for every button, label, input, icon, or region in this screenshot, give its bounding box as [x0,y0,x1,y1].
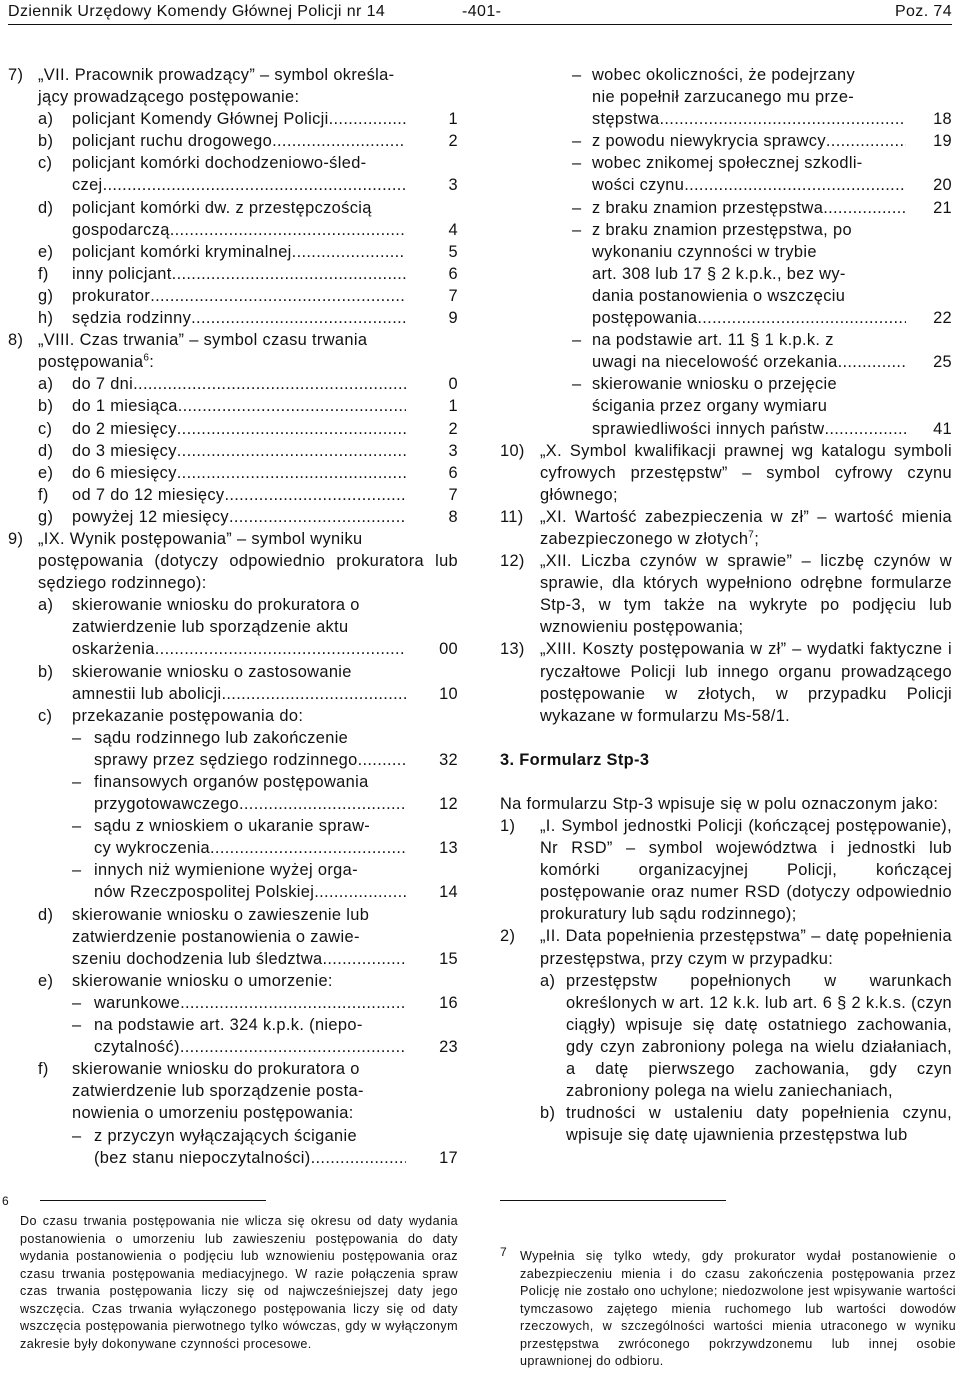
footnote-7 [520,1248,956,1371]
entry-text: czej [72,176,103,195]
spacer [500,771,952,793]
item-number: 9) [8,529,24,548]
point [500,815,952,925]
dot-leader [323,948,407,970]
entry-letter: f) [38,485,49,504]
dash-marker: – [572,220,582,239]
entry-letter: c) [38,419,53,438]
entry-code: 20 [933,176,952,195]
entry-code: 23 [439,1038,458,1057]
entry-line [592,108,952,130]
dot-leader [177,418,406,440]
dot-leader [684,174,906,196]
dot-leader [823,197,906,219]
entry-line [72,307,458,329]
dot-leader [178,395,406,417]
footnote-mark: 7 [500,1245,507,1259]
entry-line [592,307,952,329]
entry-text: dania postanowienia o wszczęciu [592,286,846,305]
code-entry [8,241,458,263]
item-8-list [8,373,458,528]
entry-text: stępstwa [592,110,660,129]
code-entry [8,307,458,329]
entry-text: uwagi na niecelowość orzekania [592,353,838,372]
entry-text: amnestii lub abolicji [72,684,222,703]
entry-letter: d) [38,198,54,217]
entry-text: sprawiedliwości innych państw [592,419,825,438]
entry-text: oskarżenia [72,640,155,659]
dash-marker: – [572,132,582,151]
entry-code: 2 [448,419,458,438]
position-number: Poz. 74 [894,3,952,20]
dot-leader [221,683,406,705]
continued-dash-list [500,64,952,440]
entry-code: 14 [439,883,458,902]
dot-leader [314,881,406,903]
dot-leader [155,638,406,660]
entry-line [72,638,458,660]
code-entry [8,506,458,528]
left-column [8,64,458,1169]
entry-line [72,130,458,152]
footnote-ref-6: 6 [143,352,150,364]
entry-line [72,263,458,285]
footnote-6 [20,1213,458,1353]
entry-text: skierowanie wniosku o zastosowanie [72,662,352,681]
dash-marker: – [72,817,82,836]
dot-leader [177,440,406,462]
item-lead: „VII. Pracownik prowadzący” – symbol określa- [38,66,395,84]
entry-letter: e) [38,242,54,261]
entry-text: do 3 miesięcy [72,441,177,460]
entry-line [72,440,458,462]
entry-text: finansowych organów postępowania [94,773,369,791]
entry-text: sądu z wnioskiem o ukaranie spraw- [94,817,371,836]
numbered-item [500,638,952,726]
entry-code: 7 [448,286,458,305]
entry-text: sędzia rodzinny [72,309,192,328]
numbered-item [500,550,952,638]
outcome-subentry [500,64,952,130]
entry-text: inny policjant [72,264,172,283]
entry-text: nie popełnił zarzucanego mu prze- [592,88,855,107]
section-title: 3. Formularz Stp-3 [500,750,650,769]
outcome-subentry [8,1125,458,1169]
point-text: „I. Symbol jednostki Policji (kończącej postępowanie), Nr RSD” – symbol województwa i jednostki lub komórki organizacyjnej Policji, kończącej postępowanie oraz numer RSD (dotyczy odpowiednio prokuratury lub sądu rodzinnego); [540,817,952,924]
entry-letter: a) [38,596,54,615]
entry-line [592,351,952,373]
footnote-text: Do czasu trwania postępowania nie wlicza się okresu od daty wydania postanowienia o umorzeniu lub zawieszeniu postępowania do daty wydania postanowienia o podjęciu lub wznowieniu postępowania oraz czasu trwania postępowania mediacyjnego. W razie połączenia spraw czas trwania postępowania liczy się od najwcześniejszej daty jego wszczęcia. Czas trwania wyłączonego postępowania liczy się od daty wszczęcia postępowania pierwotnego tylko wówczas, gdy w wyłączonym zakresie były dokonywane czynności procesowe. [20,1214,458,1351]
dot-leader [180,992,406,1014]
entry-code: 2 [448,132,458,151]
point [500,925,952,969]
entry-text: do 1 miesiąca [72,397,178,416]
entry-code: 41 [933,419,952,438]
entry-line [72,174,458,196]
dash-marker: – [572,66,582,84]
subpoint [500,970,952,1103]
item-text: „X. Symbol kwalifikacji prawnej wg katalogu symboli cyfrowych przestępstw” – symbol cyfrowy czynu głównego; [540,441,952,504]
dash-marker: – [72,993,82,1012]
entry-text: (bez stanu niepoczytalności) [94,1148,311,1167]
entry-letter: a) [38,110,54,129]
entry-code: 15 [439,949,458,968]
code-entry [8,418,458,440]
entry-text: czytalność) [94,1038,180,1057]
entry-letter: f) [38,264,49,283]
header-rule [8,24,952,25]
entry-text: zatwierdzenie postanowienia o zawie- [72,927,360,946]
entry-code: 1 [448,110,458,129]
entry-letter: b) [38,397,54,416]
entry-code: 7 [448,485,458,504]
item-lead: „VIII. Czas trwania” – symbol czasu trwania [38,331,368,350]
subpoint-letter: b) [540,1104,556,1123]
dash-marker: – [572,375,582,394]
outcome-group [8,1058,458,1124]
entry-line [94,1036,458,1058]
entry-text: wykonaniu czynności w trybie [592,242,817,261]
entry-line [94,793,458,815]
page-number: -401- [462,3,502,20]
entry-text: sądu rodzinnego lub zakończenie [94,728,349,747]
code-entry [8,395,458,417]
entry-text: skierowanie wniosku do prokuratora o [72,1060,360,1079]
section-intro: Na formularzu Stp-3 wpisuje się w polu oznaczonym jako: [500,794,939,813]
entry-text: art. 308 lub 17 § 2 k.p.k., bez wy- [592,264,846,283]
subpoint-text: trudności w ustaleniu daty popełnienia czynu, wpisuje się datę ujawnienia przestępstwa lub [566,1104,952,1145]
code-entry [8,373,458,395]
dash-marker: – [72,1126,82,1145]
outcome-group [8,705,458,727]
entry-line [72,683,458,705]
entry-code: 21 [933,198,952,217]
entry-code: 3 [448,176,458,195]
entry-code: 25 [933,353,952,372]
numbered-item [500,440,952,506]
dot-leader [329,108,406,130]
outcome-subentry [8,859,458,903]
entry-letter: d) [38,905,54,924]
outcome-entry [8,904,458,970]
numbered-items [500,440,952,727]
entry-text: gospodarczą [72,220,170,239]
item-lead-text: postępowania [38,353,144,372]
outcome-subentry [500,219,952,329]
entry-text: nowienia o umorzeniu postępowania: [72,1104,354,1123]
dot-leader [150,285,406,307]
dot-leader [311,1147,406,1169]
point-number: 2) [500,927,516,946]
subpoint [500,1102,952,1146]
dash-marker: – [72,728,82,747]
entry-code: 1 [448,397,458,416]
code-entry [8,440,458,462]
entry-text: cy wykroczenia [94,839,211,858]
entry-code: 18 [933,110,952,129]
points-list [500,815,952,1146]
entry-line [592,174,952,196]
dash-marker: – [572,331,582,350]
dot-leader [224,484,406,506]
item-7-list [8,108,458,329]
entry-code: 9 [448,309,458,328]
entry-line [72,462,458,484]
entry-line [94,1147,458,1169]
entry-letter: c) [38,706,53,725]
entry-code: 13 [439,839,458,858]
entry-text: do 2 miesięcy [72,419,177,438]
outcome-entry [8,594,458,660]
entry-code: 32 [439,750,458,769]
entry-line [592,197,952,219]
entry-code: 4 [448,220,458,239]
item-lead-cont: jący prowadzącego postępowanie: [38,88,300,107]
entry-text: od 7 do 12 miesięcy [72,485,225,504]
item-7 [8,64,458,108]
item-9 [8,528,458,550]
code-entry [8,484,458,506]
entry-text: policjant komórki dochodzeniowo-śled- [72,154,367,173]
subpoint-letter: a) [540,971,556,990]
dot-leader [697,307,906,329]
entry-text: skierowanie wniosku o przejęcie [592,375,837,394]
entry-line [72,506,458,528]
item-number: 7) [8,66,24,84]
footnote-ref-7: 7 [748,529,755,541]
outcome-group [8,970,458,992]
outcome-subentry [8,727,458,771]
entry-text: do 7 dni [72,375,134,394]
entry-line [72,948,458,970]
entry-text: do 6 miesięcy [72,463,177,482]
entry-line [72,418,458,440]
entry-text: wobec okoliczności, że podejrzany [592,66,856,84]
entry-letter: a) [38,375,54,394]
entry-text: z powodu niewykrycia sprawcy [592,132,826,151]
dot-leader [272,130,406,152]
entry-code: 00 [439,640,458,659]
outcome-subentry [8,771,458,815]
entry-text: przygotowawczego [94,795,239,814]
entry-line [72,108,458,130]
point-text: „II. Data popełnienia przestępstwa” – datę popełnienia przestępstwa, przy czym w przypadku: [540,927,952,968]
entry-code: 0 [448,375,458,394]
dot-leader [180,1036,406,1058]
outcome-subentry [8,815,458,859]
entry-letter: f) [38,1060,49,1079]
entry-text: postępowania [592,309,698,328]
numbered-item [500,506,952,550]
entry-text: skierowanie wniosku do prokuratora o [72,596,360,615]
code-entry [8,263,458,285]
entry-text: szeniu dochodzenia lub śledztwa [72,949,323,968]
entry-text: zatwierdzenie lub sporządzenie posta- [72,1082,364,1101]
footnote-rule [500,1200,726,1201]
entry-code: 10 [439,684,458,703]
entry-text: wości czynu [592,176,685,195]
entry-code: 6 [448,463,458,482]
item-8 [8,329,458,373]
right-column [500,64,952,1146]
entry-text: na podstawie art. 324 k.p.k. (niepo- [94,1016,363,1035]
entry-letter: g) [38,286,54,305]
entry-letter: c) [38,154,53,173]
footnote-mark: 6 [2,1194,9,1208]
entry-line [94,992,458,1014]
page-header [8,0,952,26]
dash-marker: – [572,154,582,173]
outcome-subentry [500,373,952,439]
outcome-subentry [500,329,952,373]
item-lead-end: : [149,353,155,372]
item-number: 8) [8,331,24,350]
entry-text: powyżej 12 miesięcy [72,507,229,526]
entry-text: sprawy przez sędziego rodzinnego [94,750,358,769]
entry-text: warunkowe [94,993,181,1012]
entry-line [94,881,458,903]
entry-text: z przyczyn wyłączających ściganie [94,1126,357,1145]
code-entry [8,130,458,152]
footnote-text: Wypełnia się tylko wtedy, gdy prokurator wydał postanowienie o zabezpieczeniu mienia i do czasu zakończenia postępowania przez Policję nie zostało ono uchylone; niedozwolone jest wpisywanie wartości tymczasowo zajętego mienia ruchomego lub wartości dowodów rzeczowych, w szczególności wartości mienia utraconego w wyniku przestępstwa zwróconego pokrzywdzonemu lub innej osobie uprawnionej do odbioru. [520,1249,956,1369]
dot-leader [177,462,406,484]
dot-leader [172,263,406,285]
entry-line [72,373,458,395]
item-number: 11) [500,507,524,526]
code-entry [8,152,458,196]
dot-leader [358,749,406,771]
dot-leader [210,837,406,859]
entry-letter: g) [38,507,54,526]
item-9-list [8,594,458,1168]
dash-marker: – [72,861,82,880]
dash-marker: – [72,773,82,791]
item-number: 10) [500,441,525,460]
journal-title: Dziennik Urzędowy Komendy Głównej Policji nr 14 [8,3,386,20]
entry-line [72,285,458,307]
dot-leader [103,174,406,196]
entry-text: skierowanie wniosku o umorzenie: [72,971,333,990]
dot-leader [838,351,906,373]
entry-letter: e) [38,971,54,990]
footnote-rule [40,1200,266,1201]
entry-line [592,418,952,440]
outcome-subentry [8,992,458,1014]
entry-text: na podstawie art. 11 § 1 k.p.k. z [592,331,834,350]
entry-text: innych niż wymienione wyżej orga- [94,861,358,880]
entry-code: 17 [439,1148,458,1167]
entry-text: policjant komórki dw. z przestępczością [72,198,372,217]
outcome-subentry [8,1014,458,1058]
entry-letter: b) [38,662,54,681]
entry-letter: d) [38,441,54,460]
entry-line [72,241,458,263]
dot-leader [292,241,406,263]
code-entry [8,462,458,484]
entry-code: 5 [448,242,458,261]
entry-text: wobec znikomej społecznej szkodli- [592,154,863,173]
entry-line [72,484,458,506]
entry-code: 6 [448,264,458,283]
outcome-subentry [500,152,952,196]
item-text: „XIII. Koszty postępowania w zł” – wydatki faktyczne i ryczałtowe Policji lub innego organu prowadzącego postępowanie w złotych, w przypadku Policji wykazane w formularzu Ms-58/1. [540,640,952,725]
entry-letter: e) [38,463,54,482]
entry-line [94,837,458,859]
entry-code: 3 [448,441,458,460]
code-entry [8,285,458,307]
dot-leader [824,418,906,440]
code-entry [8,108,458,130]
entry-code: 22 [933,309,952,328]
item-tail: ; [754,529,760,548]
entry-line [94,749,458,771]
item-9-lead-rest: postępowania (dotyczy odpowiednio prokuratora lub sędziego rodzinnego): [38,552,458,593]
entry-letter: h) [38,309,54,328]
entry-text: policjant komórki kryminalnej [72,242,292,261]
outcome-subentry [500,197,952,219]
dot-leader [191,307,406,329]
entry-text: nów Rzeczpospolitej Polskiej [94,883,315,902]
entry-text: policjant ruchu drogowego [72,132,273,151]
code-entry [8,197,458,241]
entry-line [592,130,952,152]
outcome-entry [8,661,458,705]
dash-marker: – [572,198,582,217]
item-lead: „IX. Wynik postępowania” – symbol wyniku [38,529,363,548]
entry-line [72,395,458,417]
dot-leader [826,130,906,152]
entry-text: ścigania przez organy wymiaru [592,397,828,416]
point-number: 1) [500,817,516,835]
entry-text: policjant Komendy Głównej Policji [72,110,329,129]
entry-text: prokurator [72,286,151,305]
dot-leader [229,506,406,528]
entry-text: skierowanie wniosku o zawieszenie lub [72,905,370,924]
entry-code: 16 [439,993,458,1012]
entry-code: 19 [933,132,952,151]
spacer [500,727,952,749]
entry-text: przekazanie postępowania do: [72,706,304,725]
entry-text: zatwierdzenie lub sporządzenie aktu [72,618,349,637]
entry-text: z braku znamion przestępstwa, po [592,220,852,239]
entry-text: z braku znamion przestępstwa [592,198,824,217]
dot-leader [239,793,406,815]
entry-line [72,219,458,241]
dot-leader [659,108,906,130]
item-text: „XI. Wartość zabezpieczenia w zł” – wartość mienia zabezpieczonego w złotych [540,507,952,548]
item-lead-cont [38,351,458,373]
dot-leader [170,219,406,241]
outcome-subentry [500,130,952,152]
item-number: 12) [500,552,525,571]
item-text: „XII. Liczba czynów w sprawie” – liczbę czynów w sprawie, dla których wypełniono odrębne formularze Stp-3, w tym także na wykryte po podjęciu lub wznowieniu postępowania; [540,552,952,637]
dash-marker: – [72,1016,82,1035]
subpoint-text: przestępstw popełnionych w warunkach określonych w art. 12 k.k. lub art. 6 § 2 k.k.s. (czyn ciągły) wpisuje się datę ostatniego zachowania, gdy czyn zabroniony polega na wielu działaniach, a datę pierwszego zachowania, gdy czyn zabroniony polega na wielu zaniechaniach, [566,971,953,1101]
entry-code: 12 [439,795,458,814]
dot-leader [133,373,406,395]
entry-code: 8 [448,507,458,526]
entry-letter: b) [38,132,54,151]
item-number: 13) [500,640,525,659]
